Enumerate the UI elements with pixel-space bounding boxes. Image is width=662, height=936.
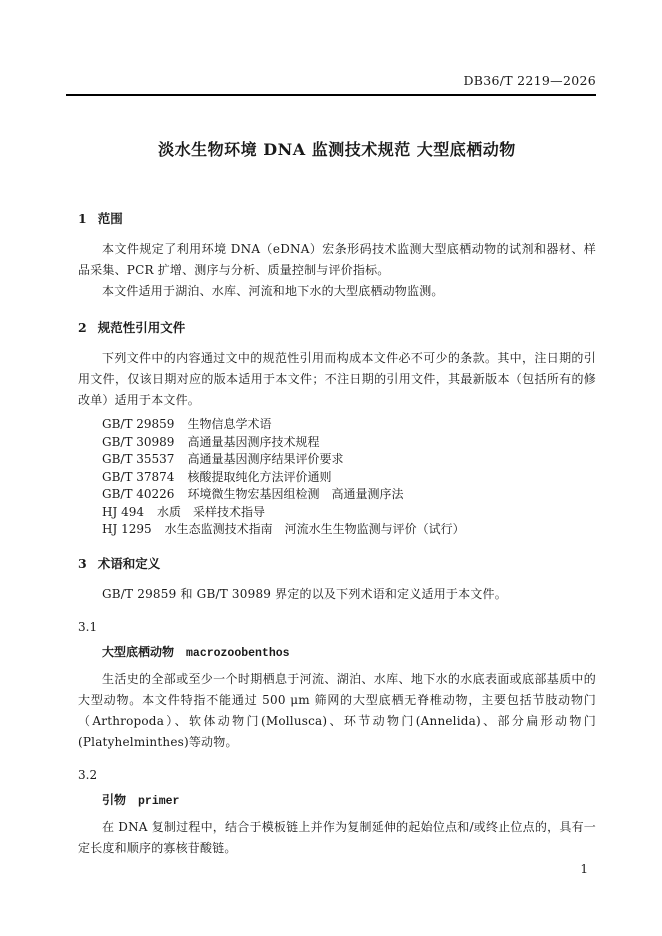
section-3-heading	[78, 555, 596, 572]
reference-title: 环境微生物宏基因组检测 高通量测序法	[187, 487, 404, 501]
reference-code: GB/T 37874	[102, 469, 175, 484]
reference-list	[102, 416, 596, 539]
reference-title: 水生态监测技术指南 河流水生生物监测与评价（试行）	[164, 522, 465, 536]
reference-item	[102, 469, 596, 487]
reference-code: HJ 494	[102, 504, 144, 519]
term-entry-3-1	[78, 619, 596, 753]
reference-title: 高通量基因测序技术规程	[187, 434, 320, 449]
section-2-heading	[78, 319, 596, 336]
reference-item	[102, 521, 596, 539]
scope-paragraph-1: 本文件规定了利用环境 DNA（eDNA）宏条形码技术监测大型底栖动物的试剂和器材、样品采集、PCR 扩增、测序与分析、质量控制与评价指标。	[78, 242, 596, 277]
term-zh: 大型底栖动物	[102, 644, 175, 659]
term-number: 3.2	[78, 767, 98, 782]
doc-number: DB36/T 2219—2026	[463, 73, 596, 88]
reference-code: GB/T 30989	[102, 434, 175, 449]
section-title: 术语和定义	[97, 555, 161, 571]
reference-item	[102, 416, 596, 434]
header-rule	[66, 94, 596, 96]
term-number: 3.1	[78, 619, 98, 634]
reference-title: 高通量基因测序结果评价要求	[187, 452, 344, 466]
term-zh: 引物	[102, 792, 127, 807]
scope-paragraph-2: 本文件适用于湖泊、水库、河流和地下水的大型底栖动物监测。	[102, 284, 444, 298]
section-title: 规范性引用文件	[97, 320, 186, 335]
page-number: 1	[580, 862, 588, 876]
normative-refs-intro: 下列文件中的内容通过文中的规范性引用而构成本文件必不可少的条款。其中，注日期的引用文件，仅该日期对应的版本适用于本文件；不注日期的引用文件，其最新版本（包括所有的修改单）适用于本文件。	[78, 351, 596, 407]
doc-title: 淡水生物环境 DNA 监测技术规范 大型底栖动物	[158, 140, 516, 159]
section-number: 3	[78, 555, 87, 571]
terms-intro: GB/T 29859 和 GB/T 30989 界定的以及下列术语和定义适用于本文件。	[102, 586, 507, 601]
reference-item	[102, 504, 596, 522]
term-en: macrozoobenthos	[186, 646, 290, 660]
reference-title: 生物信息学术语	[187, 417, 272, 431]
reference-code: GB/T 40226	[102, 487, 175, 501]
term-definition: 生活史的全部或至少一个时期栖息于河流、湖泊、水库、地下水的水底表面或底部基质中的大型动物。本文件特指不能通过 500 μm 筛网的大型底栖无脊椎动物，主要包括节肢动物门（Arthropoda）、软体动物门(Mollusca)、环节动物门(Annelida)、部分扁形动物门(Platyhelminthes)等动物。	[78, 671, 596, 749]
term-name	[102, 792, 596, 810]
term-definition: 在 DNA 复制过程中，结合于模板链上并作为复制延伸的起始位点和/或终止位点的，具有一定长度和顺序的寡核苷酸链。	[78, 819, 596, 855]
term-entry-3-2	[78, 767, 596, 859]
reference-title: 核酸提取纯化方法评价通则	[187, 469, 332, 484]
reference-code: GB/T 29859	[102, 417, 175, 431]
section-number: 2	[78, 320, 87, 335]
section-title: 范围	[97, 211, 123, 226]
section-1-heading	[78, 210, 596, 227]
document-header	[66, 74, 596, 96]
reference-item	[102, 486, 596, 504]
reference-item	[102, 434, 596, 452]
reference-code: GB/T 35537	[102, 452, 175, 466]
reference-title: 水质 采样技术指导	[157, 504, 266, 519]
section-number: 1	[78, 211, 87, 226]
reference-code: HJ 1295	[102, 522, 152, 536]
term-en: primer	[138, 794, 180, 808]
reference-item	[102, 451, 596, 469]
document-body	[66, 138, 596, 859]
term-name	[102, 644, 596, 662]
